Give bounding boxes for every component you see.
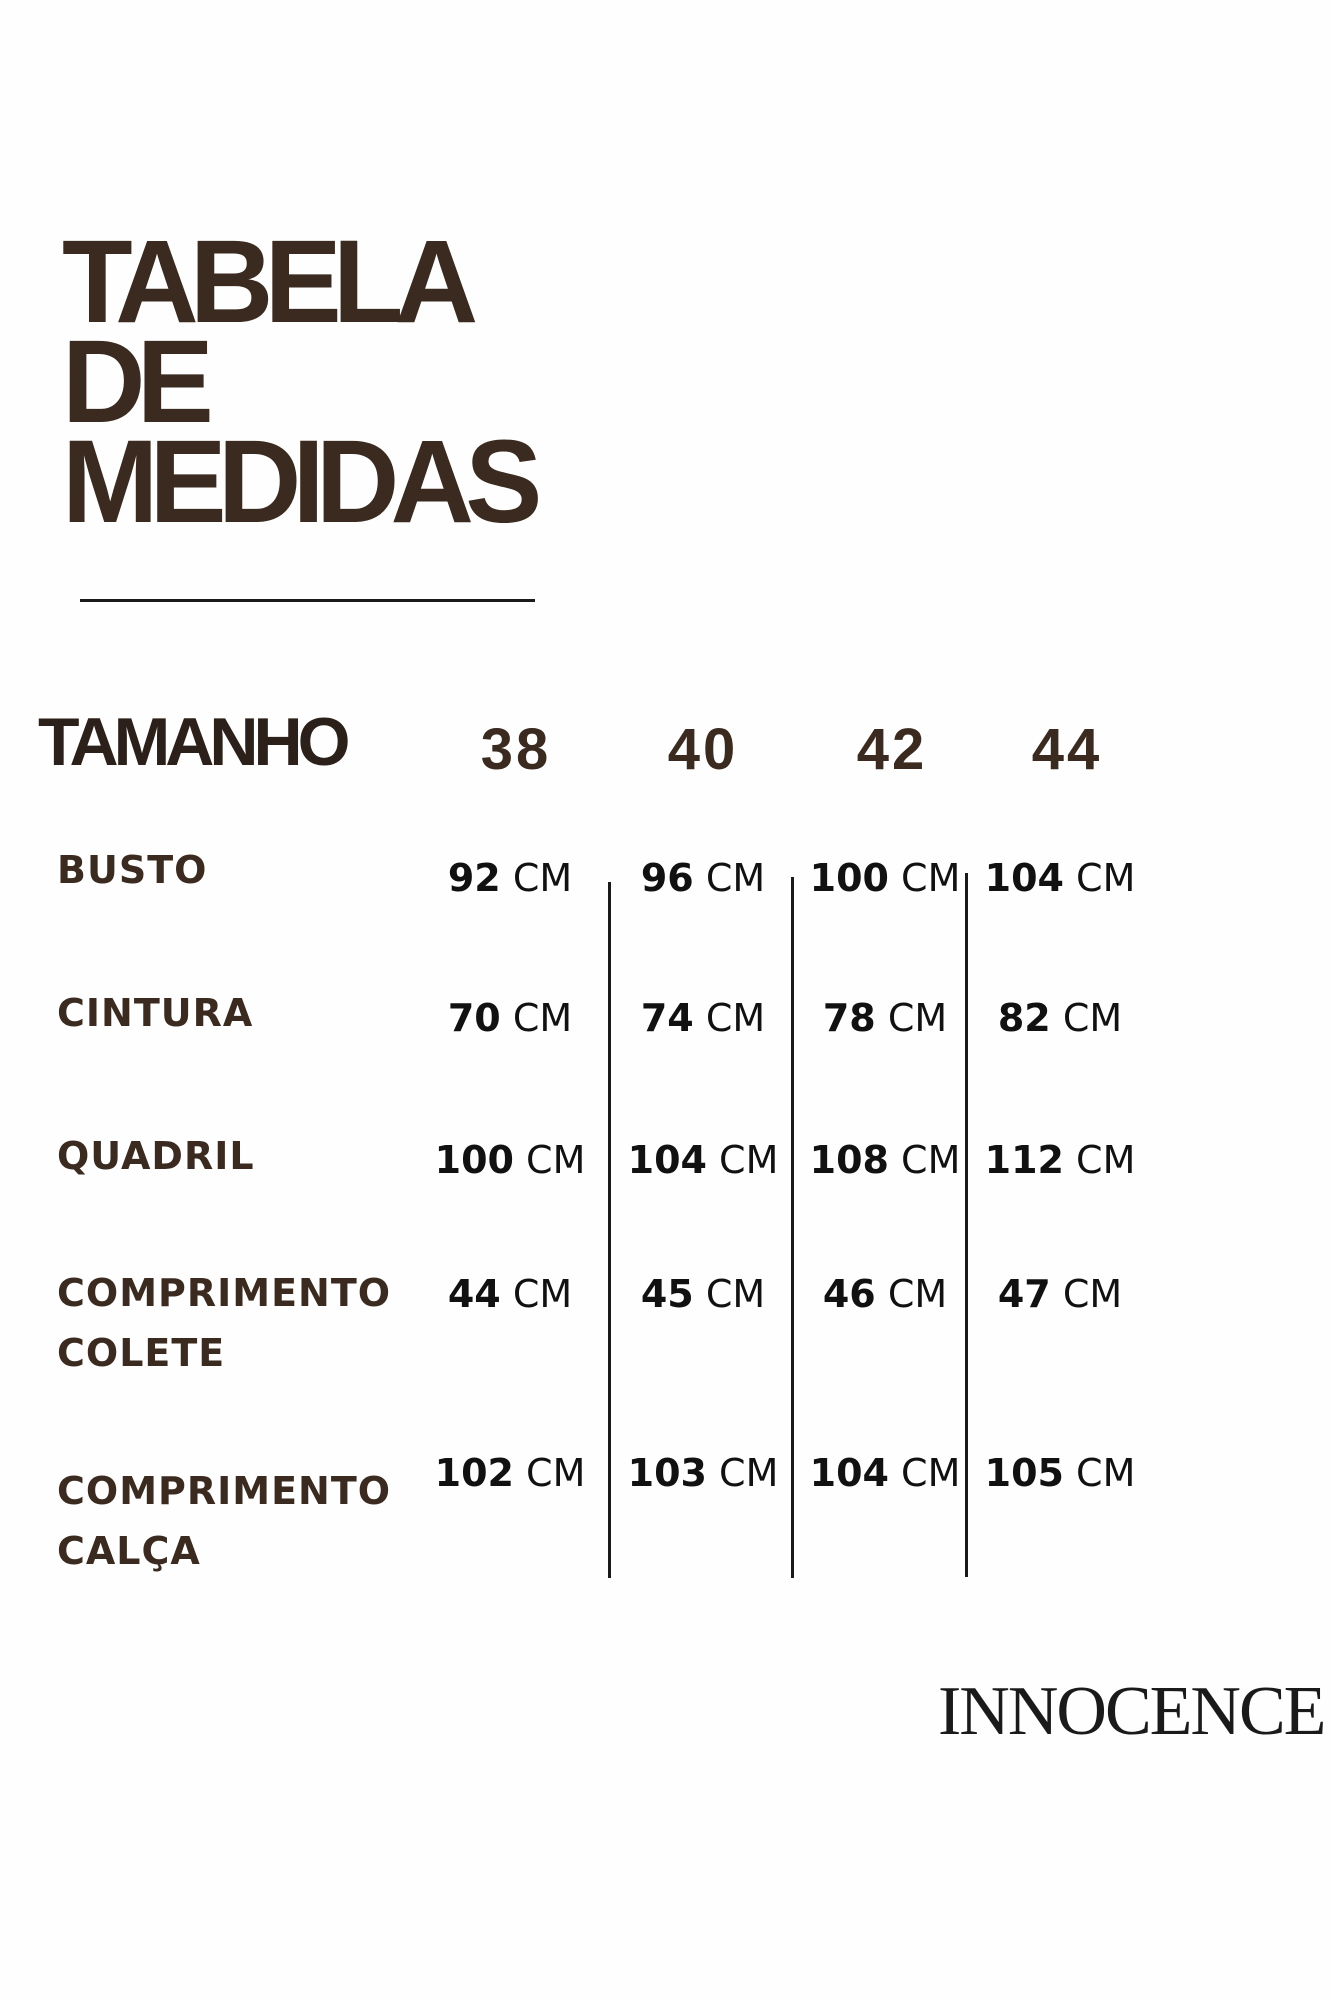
row-label: CINTURA (57, 991, 254, 1035)
measurement-cell (960, 993, 1160, 1043)
measurement-cell (960, 1269, 1160, 1319)
size-header-40: 40 (667, 717, 739, 782)
measurement-unit: CM (705, 856, 766, 900)
measurement-unit: CM (526, 1138, 586, 1182)
size-label: TAMANHO (38, 704, 346, 780)
measurement-unit: CM (887, 1272, 948, 1316)
measurement-cell (603, 853, 803, 903)
measurement-unit: CM (1076, 1138, 1136, 1182)
measurement-unit: CM (705, 996, 766, 1040)
measurement-cell (603, 993, 803, 1043)
measurement-cell (603, 1269, 803, 1319)
measurement-value: 104 (627, 1138, 707, 1182)
measurement-value: 82 (997, 996, 1051, 1040)
measurement-unit: CM (1076, 1451, 1136, 1495)
brand-logo: INNOCENCE (938, 1673, 1325, 1750)
measurement-cell (410, 1448, 610, 1498)
measurement-value: 102 (434, 1451, 514, 1495)
measurement-value: 100 (809, 856, 889, 900)
measurement-cell (410, 1135, 610, 1185)
row-label: COMPRIMENTO COLETE (57, 1271, 392, 1375)
measurement-value: 78 (822, 996, 876, 1040)
measurement-value: 70 (447, 996, 501, 1040)
title-line-2: DE (62, 316, 206, 448)
measurement-value: 104 (984, 856, 1064, 900)
measurement-unit: CM (1062, 1272, 1123, 1316)
measurement-unit: CM (512, 1272, 573, 1316)
measurement-cell (603, 1448, 803, 1498)
measurement-unit: CM (512, 856, 573, 900)
title-line-1: TABELA (62, 216, 470, 348)
measurement-value: 104 (809, 1451, 889, 1495)
size-header-42: 42 (856, 717, 928, 782)
measurement-unit: CM (1062, 996, 1123, 1040)
measurement-cell (960, 1135, 1160, 1185)
measurement-value: 47 (997, 1272, 1051, 1316)
measurement-value: 112 (984, 1138, 1064, 1182)
row-label: QUADRIL (57, 1134, 255, 1178)
measurement-cell (785, 1135, 985, 1185)
size-header-38: 38 (480, 717, 552, 782)
size-header-44: 44 (1031, 717, 1103, 782)
measurement-value: 100 (434, 1138, 514, 1182)
measurement-value: 44 (447, 1272, 501, 1316)
measurement-unit: CM (887, 996, 948, 1040)
measurement-value: 45 (640, 1272, 694, 1316)
measurement-unit: CM (526, 1451, 586, 1495)
row-label: BUSTO (57, 848, 208, 892)
measurement-cell (410, 1269, 610, 1319)
measurement-value: 46 (822, 1272, 876, 1316)
measurement-value: 105 (984, 1451, 1064, 1495)
measurement-value: 108 (809, 1138, 889, 1182)
title-divider (80, 599, 535, 602)
page-title (62, 216, 534, 548)
measurement-unit: CM (705, 1272, 766, 1316)
measurement-unit: CM (901, 1451, 961, 1495)
measurement-unit: CM (512, 996, 573, 1040)
measurement-value: 92 (447, 856, 501, 900)
measurement-cell (785, 1448, 985, 1498)
measurement-cell (785, 1269, 985, 1319)
measurement-unit: CM (719, 1138, 779, 1182)
measurement-cell (410, 853, 610, 903)
measurement-unit: CM (1076, 856, 1136, 900)
measurement-value: 74 (640, 996, 694, 1040)
row-label: COMPRIMENTO CALÇA (57, 1469, 392, 1573)
measurement-value: 96 (640, 856, 694, 900)
measurement-cell (410, 993, 610, 1043)
title-line-3: MEDIDAS (62, 416, 534, 548)
measurement-value: 103 (627, 1451, 707, 1495)
measurement-cell (960, 853, 1160, 903)
measurement-unit: CM (719, 1451, 779, 1495)
measurement-cell (603, 1135, 803, 1185)
measurement-cell (960, 1448, 1160, 1498)
measurement-unit: CM (901, 1138, 961, 1182)
measurement-cell (785, 853, 985, 903)
measurement-unit: CM (901, 856, 961, 900)
measurement-cell (785, 993, 985, 1043)
